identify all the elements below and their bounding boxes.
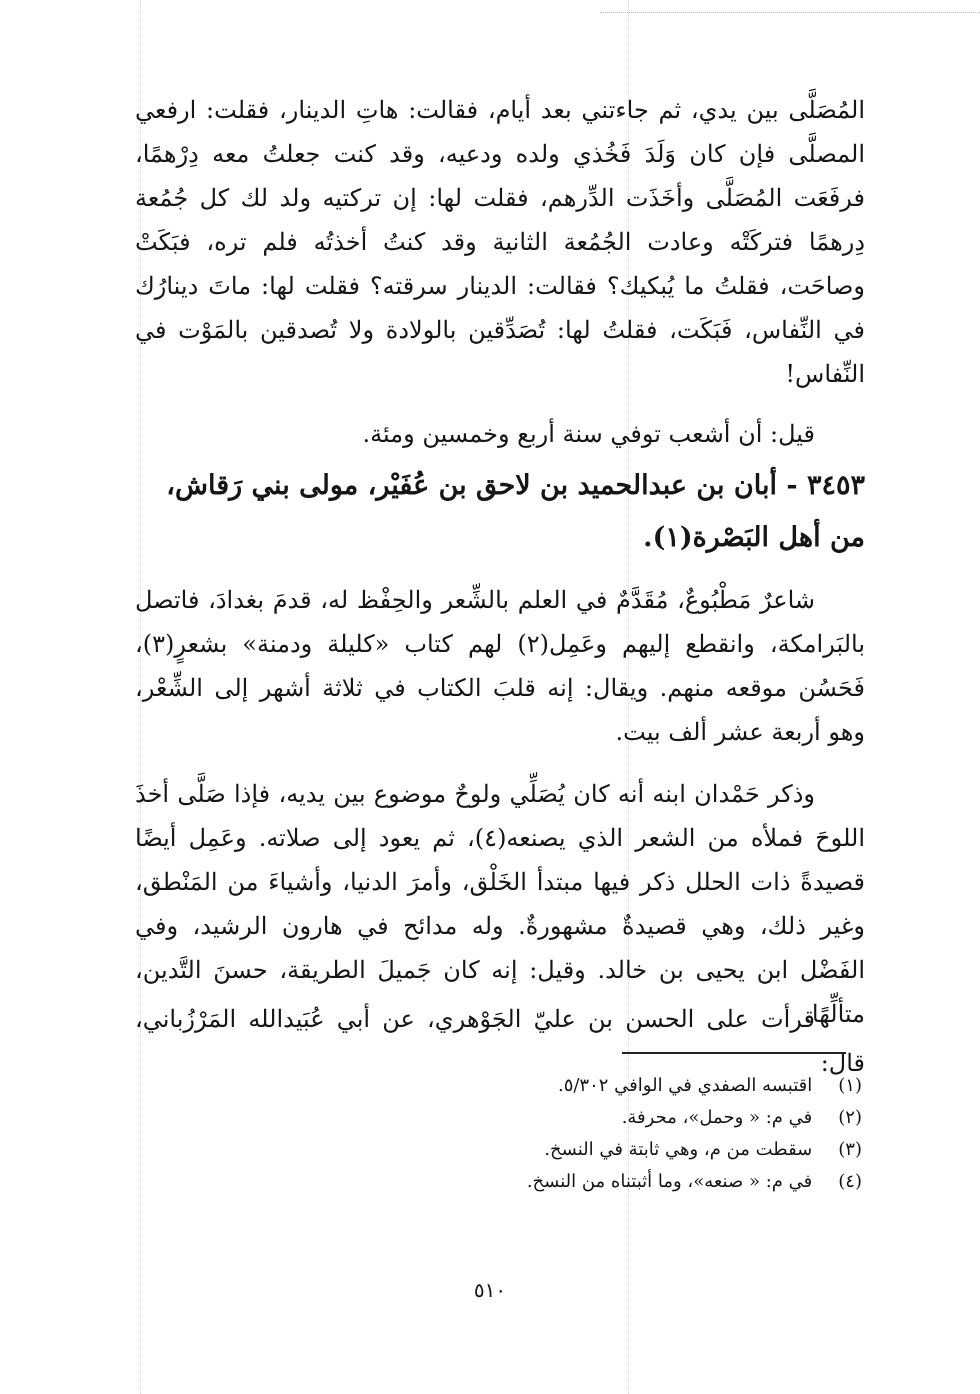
footnote-number: (٤) [838, 1171, 862, 1192]
footnote-number: (٢) [838, 1107, 862, 1128]
footnote-item [142, 1102, 862, 1134]
page-number: ٥١٠ [473, 1278, 507, 1302]
footnote-item [142, 1166, 862, 1198]
paragraph-death-note: قيل: أن أشعب توفي سنة أربع وخمسين ومئة. [362, 420, 815, 448]
footnote-text: سقطت من م، وهي ثابتة في النسخ. [544, 1139, 813, 1160]
paragraph-biography: شاعرٌ مَطْبُوعٌ، مُقَدَّمٌ في العلم بالشِّعر والحِفْظ له، قدمَ بغدادَ، فاتصل بالبَرامكة، وانقطع إليهم وعَمِل(٢) لهم كتاب «كليلة ودمنة» بشعرٍ(٣)، فَحَسُن موقعه منهم. ويقال: إنه قلبَ الكتاب في ثلاثة أشهر إلى الشِّعْر، وهو أربعة عشر ألف بيت. [135, 586, 866, 746]
footnote-item [142, 1134, 862, 1166]
footnote-item [142, 1070, 862, 1102]
entry-heading: ٣٤٥٣ - أبان بن عبدالحميد بن لاحق بن عُفَيْر، مولى بني رَقاش، من أهل البَصْرة(١). [166, 470, 865, 553]
footnotes-list [142, 1070, 862, 1198]
footnote-number: (٣) [838, 1139, 862, 1160]
paragraph-hamdan-report: وذكر حَمْدان ابنه أنه كان يُصَلِّي ولوحٌ موضوع بين يديه، فإذا صَلَّى أخذَ اللوحَ فملأه من الشعر الذي يصنعه(٤)، ثم يعود إلى صلاته. وعَمِل أيضًا قصيدةً ذات الحلل ذكر فيها مبتدأ الخَلْق، وأمرَ الدنيا، وأشياءَ من المَنْطق، وغير ذلك، وهي قصيدةٌ مشهورةٌ. وله مدائح في هارون الرشيد، وفي الفَضْل ابن يحيى بن خالد. وقيل: إنه كان جَميلَ الطريقة، حسنَ التَّدين، متألِّهًا. [135, 780, 866, 1028]
footnote-text: في م: « وحمل»، محرفة. [621, 1107, 813, 1128]
footnote-text: في م: « صنعه»، وما أثبتناه من النسخ. [526, 1171, 813, 1192]
footnote-number: (١) [838, 1075, 862, 1096]
footnote-text: اقتبسه الصفدي في الوافي ٥/٣٠٢. [557, 1075, 813, 1096]
top-dotted-rule [600, 12, 980, 13]
footnote-separator [622, 1052, 846, 1054]
paragraph-isnad: قرأت على الحسن بن عليّ الجَوْهري، عن أبي عُبَيدالله المَرْزُباني، قال: [135, 1005, 865, 1077]
paragraph-anecdote: المُصَلَّى بين يدي، ثم جاءتني بعد أيام، فقالت: هاتِ الدينار، فقلت: ارفعي المصلَّى فإن كان وَلَدَ فَخُذي ولده ودعيه، وقد كنت جعلتُ معه دِرْهمًا، فرفَعَت المُصَلَّى وأخَذَت الدِّرهم، فقلت لها: إن تركتيه ولد لك كل جُمُعة دِرهمًا فتركَتْه وعادت الجُمُعة الثانية وقد كنتُ أخذتُه فلم تره، فبَكَتْ وصاحَت، فقلتُ ما يُبكيك؟ فقالت: الدينار سرقته؟ فقلت لها: ماتَ دينارُك في النِّفاس، فَبَكَت، فقلتُ لها: تُصَدِّقين بالولادة ولا تُصدقين بالمَوْت في النِّفاس! [135, 96, 866, 388]
